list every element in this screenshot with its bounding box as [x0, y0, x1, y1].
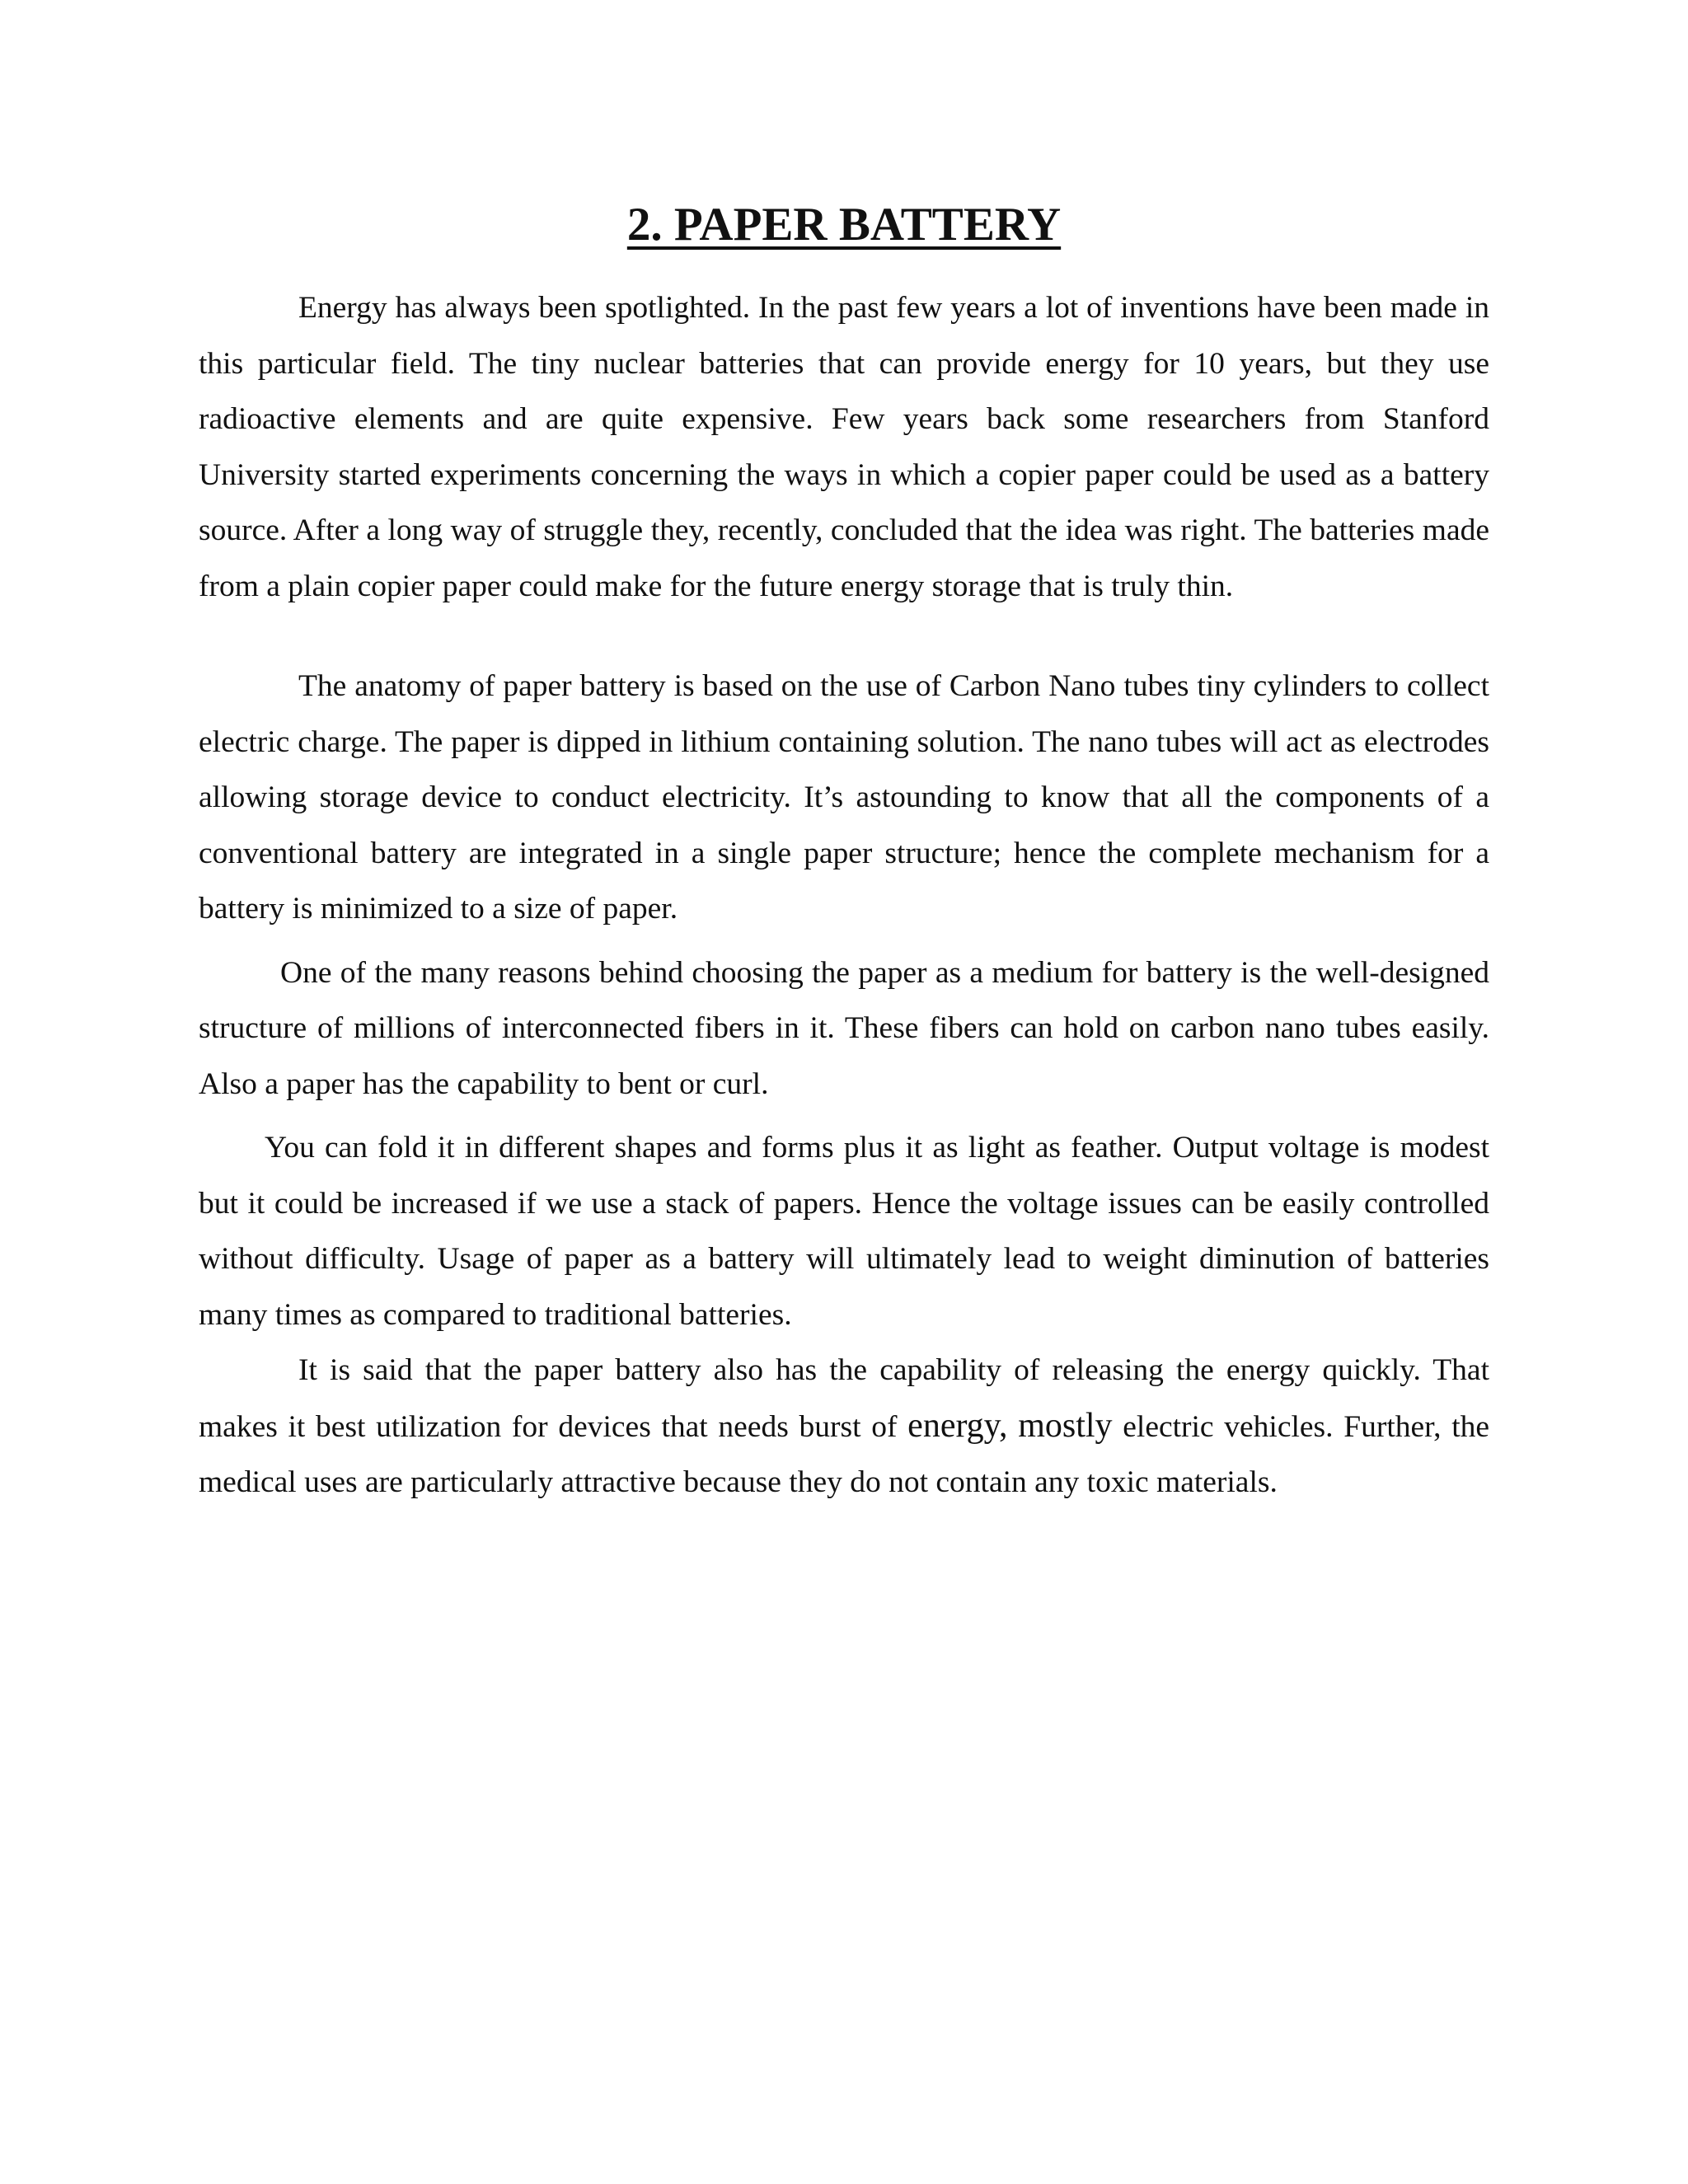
paragraph-5-text-start: It is said that the paper battery also has the capability of releasing the energy quickly. That makes it best utilization for devices that needs burst of	[199, 1353, 1489, 1444]
page-title: 2. PAPER BATTERY	[626, 199, 1062, 251]
paragraph-5-large-word-energy: energy,	[907, 1406, 1008, 1445]
paragraph-5	[199, 1343, 1489, 1511]
paragraph-3: One of the many reasons behind choosing the paper as a medium for battery is the well-designed structure of millions of interconnected fibers in it. These fibers can hold on carbon nano tubes easily. Also a paper has the capability to bent or curl.	[199, 955, 1489, 1101]
paragraph-5-large-word-mostly: mostly	[1018, 1406, 1113, 1445]
paragraph-4: You can fold it in different shapes and forms plus it as light as feather. Output voltage is modest but it could be increased if we use a stack of papers. Hence the voltage issues can be easily controlled without difficulty. Usage of paper as a battery will ultimately lead to weight diminution of batteries many times as compared to traditional batteries.	[199, 1131, 1489, 1332]
paragraph-5-text-end: electric vehicles. Further, the medical uses are particularly attractive because they do not contain any toxic materials.	[199, 1409, 1490, 1499]
paragraph-1: Energy has always been spotlighted. In the past few years a lot of inventions have been made in this particular field. The tiny nuclear batteries that can provide energy for 10 years, but they use radioactive elements and are quite expensive. Few years back some researchers from Stanford University started experiments concerning the ways in which a copier paper could be used as a battery source. After a long way of struggle they, recently, concluded that the idea was right. The batteries made from a plain copier paper could make for the future energy storage that is truly thin.	[199, 291, 1489, 603]
paragraph-2: The anatomy of paper battery is based on the use of Carbon Nano tubes tiny cylinders to collect electric charge. The paper is dipped in lithium containing solution. The nano tubes will act as electrodes allowing storage device to conduct electricity. It’s astounding to know that all the components of a conventional battery are integrated in a single paper structure; hence the complete mechanism for a battery is minimized to a size of paper.	[199, 669, 1489, 926]
paragraph-5-space	[1007, 1410, 1018, 1444]
body-text	[199, 280, 1489, 1511]
